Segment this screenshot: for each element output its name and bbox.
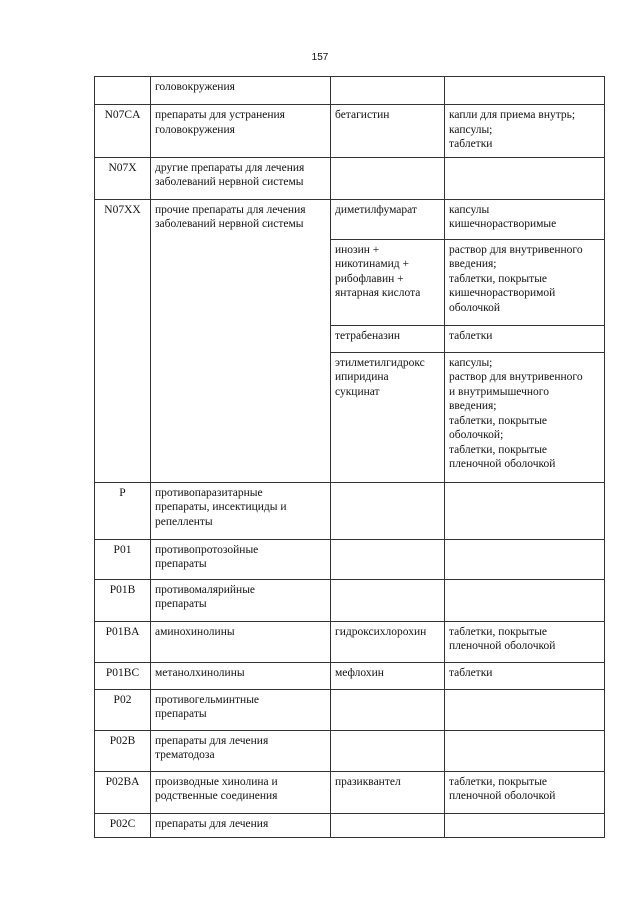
dosage-form-cell: капсулы; раствор для внутривенного и внутримышечного введения; таблетки, покрытые оболочкой; таблетки, покрытые пленочной оболочкой — [445, 352, 605, 482]
dosage-form-cell — [445, 579, 605, 621]
dosage-form-cell — [445, 539, 605, 579]
page-number: 157 — [311, 52, 329, 63]
table-row — [95, 813, 605, 837]
group-name-cell: противогельминтные препараты — [151, 689, 331, 730]
table-row — [95, 662, 605, 689]
group-name-cell: производные хинолина и родственные соединения — [151, 771, 331, 813]
group-name-cell: противомалярийные препараты — [151, 579, 331, 621]
atc-code-cell — [95, 77, 151, 105]
drug-name-cell: празиквантел — [331, 771, 445, 813]
dosage-form-cell: раствор для внутривенного введения; таблетки, покрытые кишечнорастворимой оболочкой — [445, 239, 605, 325]
drug-name-cell: инозин + никотинамид + рибофлавин + янтарная кислота — [331, 239, 445, 325]
atc-code-cell: P01B — [95, 579, 151, 621]
group-name-cell: препараты для устранения головокружения — [151, 105, 331, 158]
drug-name-cell: гидроксихлорохин — [331, 621, 445, 662]
table-row — [95, 689, 605, 730]
dosage-form-cell — [445, 77, 605, 105]
table-row — [95, 771, 605, 813]
atc-code-cell: P — [95, 482, 151, 539]
atc-code-cell: P01BC — [95, 662, 151, 689]
drug-name-cell — [331, 579, 445, 621]
drug-name-cell — [331, 813, 445, 837]
table-row — [95, 579, 605, 621]
table-row — [95, 105, 605, 158]
drug-name-cell: этилметилгидрокс ипиридина сукцинат — [331, 352, 445, 482]
drug-name-cell — [331, 730, 445, 771]
table-row — [95, 482, 605, 539]
dosage-form-cell — [445, 157, 605, 199]
group-name-cell: препараты для лечения — [151, 813, 331, 837]
atc-code-cell: N07XX — [95, 199, 151, 482]
atc-code-cell: P02B — [95, 730, 151, 771]
dosage-form-cell — [445, 730, 605, 771]
group-name-cell: другие препараты для лечения заболеваний нервной системы — [151, 157, 331, 199]
dosage-form-cell — [445, 813, 605, 837]
drug-name-cell — [331, 482, 445, 539]
group-name-cell: аминохинолины — [151, 621, 331, 662]
group-name-cell: прочие препараты для лечения заболеваний нервной системы — [151, 199, 331, 482]
drug-name-cell — [331, 539, 445, 579]
drug-name-cell: диметилфумарат — [331, 199, 445, 239]
group-name-cell: противопротозойные препараты — [151, 539, 331, 579]
drug-name-cell: мефлохин — [331, 662, 445, 689]
dosage-form-cell — [445, 689, 605, 730]
atc-code-cell: N07X — [95, 157, 151, 199]
dosage-form-cell: капсулы кишечнорастворимые — [445, 199, 605, 239]
table-row — [95, 539, 605, 579]
table-row — [95, 621, 605, 662]
atc-code-cell: P01 — [95, 539, 151, 579]
atc-code-cell: P01BA — [95, 621, 151, 662]
drug-name-cell — [331, 689, 445, 730]
drug-list-table — [94, 76, 605, 838]
table-row — [95, 157, 605, 199]
table-row — [95, 730, 605, 771]
group-name-cell: противопаразитарные препараты, инсектициды и репелленты — [151, 482, 331, 539]
dosage-form-cell: капли для приема внутрь; капсулы; таблетки — [445, 105, 605, 158]
dosage-form-cell — [445, 482, 605, 539]
group-name-cell: препараты для лечения трематодоза — [151, 730, 331, 771]
drug-name-cell — [331, 77, 445, 105]
atc-code-cell: P02BA — [95, 771, 151, 813]
dosage-form-cell: таблетки — [445, 662, 605, 689]
dosage-form-cell: таблетки, покрытые пленочной оболочкой — [445, 771, 605, 813]
atc-code-cell: P02C — [95, 813, 151, 837]
dosage-form-cell: таблетки, покрытые пленочной оболочкой — [445, 621, 605, 662]
drug-name-cell: тетрабеназин — [331, 325, 445, 352]
dosage-form-cell: таблетки — [445, 325, 605, 352]
drug-name-cell: бетагистин — [331, 105, 445, 158]
table-row — [95, 77, 605, 105]
group-name-cell: головокружения — [151, 77, 331, 105]
group-name-cell: метанолхинолины — [151, 662, 331, 689]
atc-code-cell: N07CA — [95, 105, 151, 158]
atc-code-cell: P02 — [95, 689, 151, 730]
table-row — [95, 199, 605, 239]
drug-name-cell — [331, 157, 445, 199]
